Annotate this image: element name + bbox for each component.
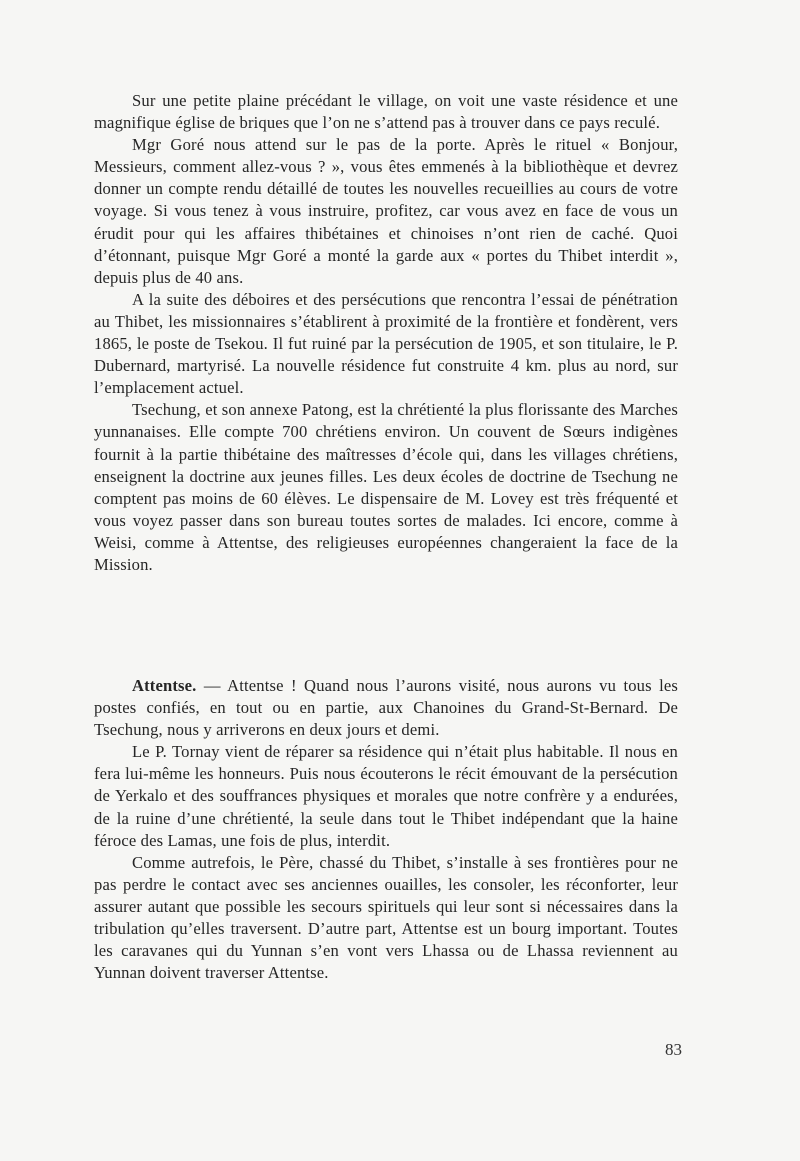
paragraph-tsechung: Tsechung, et son annexe Patong, est la chrétienté la plus florissante des Marches yunnanaises. Elle compte 700 chrétiens environ. Un couvent de Sœurs indigènes fournit à la partie thibétaine des maîtresses d’école qui, dans les villages chrétiens, enseignent la doctrine aux jeunes filles. Les deux écoles de doctrine de Tsechung ne comptent pas moins de 60 élèves. Le dispensaire de M. Lovey est très fréquenté et vous voyez passer dans son bureau toutes sortes de malades. Ici encore, comme à Weisi, comme à Attentse, des religieuses européennes changeraient la face de la Mission. [94, 400, 678, 574]
paragraph-attentse-intro [94, 675, 678, 741]
paragraph-plain-residence: Sur une petite plaine précédant le village, on voit une vaste résidence et une magnifique église de briques que l’on ne s’attend pas à trouver dans ce pays reculé. [94, 91, 678, 133]
paragraph-p-tornay: Le P. Tornay vient de réparer sa résidence qui n’était plus habitable. Il nous en fera lui-même les honneurs. Puis nous écouterons le récit émouvant de la persécution de Yerkalo et des souffrances physiques et morales que notre confrère y a endurées, de la ruine d’une chrétienté, la seule dans tout le Thibet indépendant que la haine féroce des Lamas, une fois de plus, interdit. [94, 742, 678, 850]
paragraph-frontier: Comme autrefois, le Père, chassé du Thibet, s’installe à ses frontières pour ne pas perdre le contact avec ses anciennes ouailles, les consoler, les réconforter, leur assurer autant que possible les secours spirituels qui leur sont si nécessaires dans la tribulation qu’elles traversent. D’autre part, Attentse est un bourg important. Toutes les caravanes qui du Yunnan s’en vont vers Lhassa ou de Lhassa reviennent au Yunnan doivent traverser Attentse. [94, 852, 678, 983]
paragraph-mgr-gore: Mgr Goré nous attend sur le pas de la porte. Après le rituel « Bonjour, Messieurs, comment allez-vous ? », vous êtes emmenés à la bibliothèque et devrez donner un compte rendu détaillé de toutes les nouvelles recueillies au cours de votre voyage. Si vous tenez à vous instruire, profitez, car vous avez en face de vous un érudit pour qui les affaires thibétaines et chinoises n’ont rien de caché. Quoi d’étonnant, puisque Mgr Goré a monté la garde aux « portes du Thibet interdit », depuis plus de 40 ans. [94, 135, 678, 287]
section-mission-residence [94, 90, 678, 576]
page-number: 83 [665, 1040, 682, 1059]
paragraph-tsekou-history: A la suite des déboires et des persécutions que rencontra l’essai de pénétration au Thibet, les missionnaires s’établirent à proximité de la frontière et fondèrent, vers 1865, le poste de Tsekou. Il fut ruiné par la persécution de 1905, et son titulaire, le P. Dubernard, martyrisé. La nouvelle résidence fut construite 4 km. plus au nord, sur l’emplacement actuel. [94, 289, 678, 398]
section-heading-attentse: Attentse. [132, 676, 197, 695]
attentse-intro-text: — Attentse ! Quand nous l’aurons visité, nous aurons vu tous les postes confiés, en tout ou en partie, aux Chanoines du Grand-St-Bernard. De Tsechung, nous y arriverons en deux jours et demi. [94, 676, 678, 740]
section-attentse [94, 675, 678, 984]
